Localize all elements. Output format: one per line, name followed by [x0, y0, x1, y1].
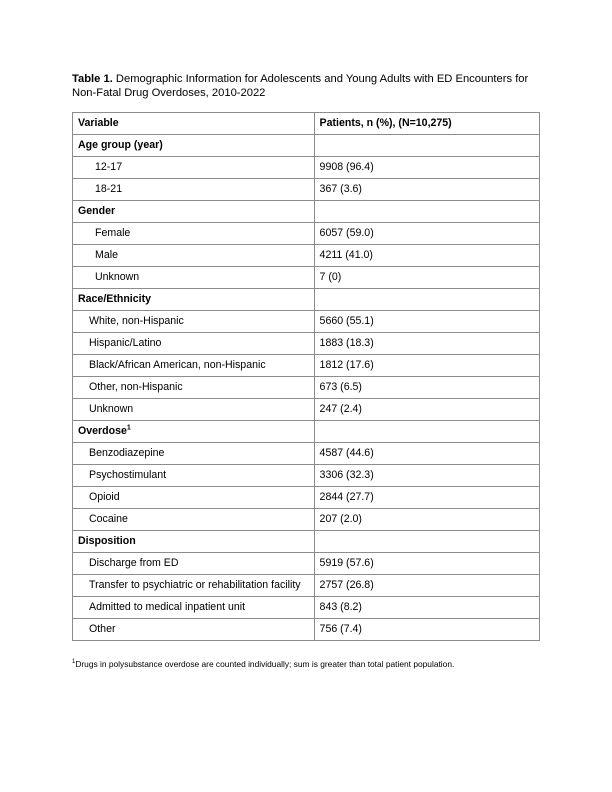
- row-label: Psychostimulant: [73, 465, 315, 487]
- row-label: Hispanic/Latino: [73, 333, 315, 355]
- table-row: [73, 597, 540, 619]
- section-row-gender: [73, 201, 540, 223]
- row-value: 756 (7.4): [314, 619, 539, 641]
- table-caption: [72, 72, 542, 100]
- table-row: [73, 487, 540, 509]
- footnote-text: Drugs in polysubstance overdose are counted individually; sum is greater than total patient population.: [75, 659, 455, 669]
- table-row: [73, 575, 540, 597]
- row-label: 18-21: [73, 179, 315, 201]
- section-row-age: [73, 135, 540, 157]
- table-row: [73, 553, 540, 575]
- demographics-table: [72, 112, 540, 641]
- row-label: Transfer to psychiatric or rehabilitation facility: [73, 575, 315, 597]
- row-label: Other, non-Hispanic: [73, 377, 315, 399]
- table-row: [73, 509, 540, 531]
- row-label: Discharge from ED: [73, 553, 315, 575]
- row-value: 1883 (18.3): [314, 333, 539, 355]
- row-label: 12-17: [73, 157, 315, 179]
- row-label: Other: [73, 619, 315, 641]
- row-label: Unknown: [73, 399, 315, 421]
- row-value: 673 (6.5): [314, 377, 539, 399]
- row-value: 207 (2.0): [314, 509, 539, 531]
- table-row: [73, 619, 540, 641]
- row-label: Male: [73, 245, 315, 267]
- table-row: [73, 443, 540, 465]
- table-label: Table 1.: [72, 73, 113, 85]
- row-label: Benzodiazepine: [73, 443, 315, 465]
- section-row-race: [73, 289, 540, 311]
- row-value: 367 (3.6): [314, 179, 539, 201]
- table-row: [73, 333, 540, 355]
- row-label: White, non-Hispanic: [73, 311, 315, 333]
- table-row: [73, 157, 540, 179]
- row-label: Black/African American, non-Hispanic: [73, 355, 315, 377]
- row-label: Admitted to medical inpatient unit: [73, 597, 315, 619]
- row-value: 247 (2.4): [314, 399, 539, 421]
- table-row: [73, 399, 540, 421]
- row-label: Female: [73, 223, 315, 245]
- section-row-overdose: [73, 421, 540, 443]
- header-variable: Variable: [73, 113, 315, 135]
- table-row: [73, 223, 540, 245]
- row-label: Opioid: [73, 487, 315, 509]
- section-title-disposition: Disposition: [73, 531, 315, 553]
- table-row: [73, 311, 540, 333]
- table-caption-text: Demographic Information for Adolescents and Young Adults with ED Encounters for Non-Fatal Drug Overdoses, 2010-2022: [72, 73, 529, 99]
- row-value: 2757 (26.8): [314, 575, 539, 597]
- row-label: Unknown: [73, 267, 315, 289]
- section-title-overdose-text: Overdose: [78, 425, 127, 437]
- table-row: [73, 245, 540, 267]
- row-value: 6057 (59.0): [314, 223, 539, 245]
- row-value: 4587 (44.6): [314, 443, 539, 465]
- row-value: 2844 (27.7): [314, 487, 539, 509]
- table-row: [73, 179, 540, 201]
- table-footnote: [72, 659, 542, 669]
- row-label: Cocaine: [73, 509, 315, 531]
- row-value: 4211 (41.0): [314, 245, 539, 267]
- table-row: [73, 377, 540, 399]
- section-title-race: Race/Ethnicity: [73, 289, 315, 311]
- row-value: 3306 (32.3): [314, 465, 539, 487]
- row-value: 5919 (57.6): [314, 553, 539, 575]
- row-value: 9908 (96.4): [314, 157, 539, 179]
- row-value: 5660 (55.1): [314, 311, 539, 333]
- row-value: 1812 (17.6): [314, 355, 539, 377]
- table-row: [73, 465, 540, 487]
- section-row-disposition: [73, 531, 540, 553]
- table-header-row: [73, 113, 540, 135]
- row-value: 7 (0): [314, 267, 539, 289]
- row-value: 843 (8.2): [314, 597, 539, 619]
- section-title-gender: Gender: [73, 201, 315, 223]
- table-row: [73, 355, 540, 377]
- section-title-age: Age group (year): [73, 135, 315, 157]
- footnote-mark: 1: [72, 659, 76, 666]
- section-title-overdose: [73, 421, 315, 443]
- table-row: [73, 267, 540, 289]
- header-patients: Patients, n (%), (N=10,275): [314, 113, 539, 135]
- footnote-mark: 1: [126, 424, 131, 432]
